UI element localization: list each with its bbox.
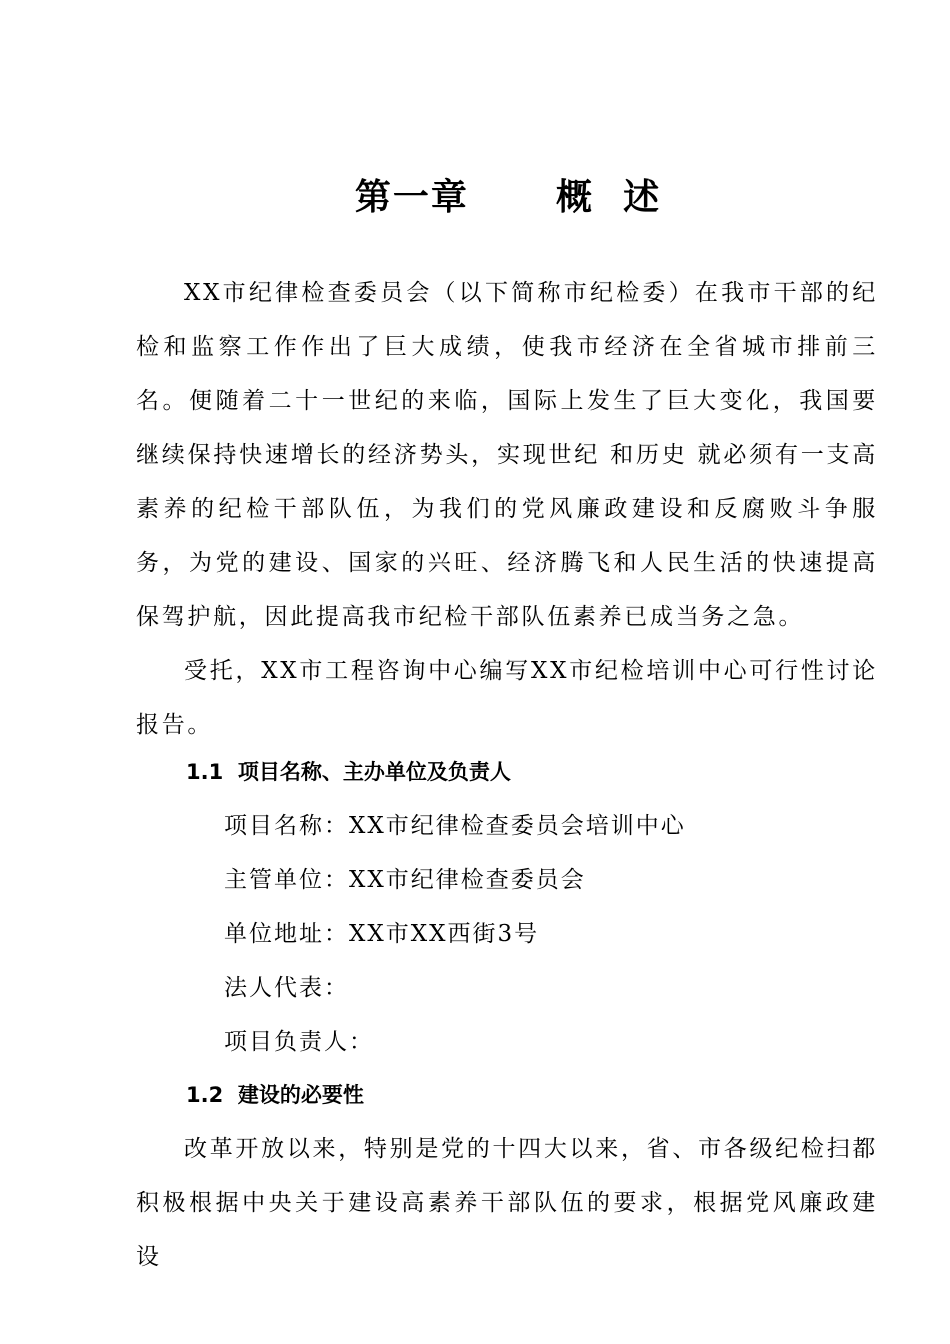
unit-address-field: 单位地址：XX市XX西街3号	[224, 921, 540, 947]
chapter-title: 第一章 概 述	[354, 177, 662, 218]
project-name-field: 项目名称：XX市纪律检查委员会培训中心	[224, 813, 686, 839]
legal-representative-field: 法人代表：	[224, 975, 349, 1001]
section-heading-1-2: 1.2 建设的必要性	[186, 1083, 364, 1107]
section-heading-1-1: 1.1 项目名称、主办单位及负责人	[186, 760, 511, 784]
project-lead-field: 项目负责人：	[224, 1029, 374, 1055]
intro-paragraph: XX市纪律检查委员会（以下简称市纪检委）在我市干部的纪检和监察工作作出了巨大成绩，使我市经济在全省城市排前三名。便随着二十一世纪的来临，国际上发生了巨大变化，我国要继续保持快速增长的经济势头，实现世纪 和历史 就必须有一支高素养的纪检干部队伍，为我们的党风廉政建设和反腐败斗争服务，为党的建设、国家的兴旺、经济腾飞和人民生活的快速提高保驾护航，因此提高我市纪检干部队伍素养已成当务之急。	[136, 280, 878, 630]
commission-paragraph: 受托，XX市工程咨询中心编写XX市纪检培训中心可行性讨论报告。	[136, 658, 878, 738]
managing-unit-field: 主管单位：XX市纪律检查委员会	[224, 867, 586, 893]
necessity-paragraph: 改革开放以来，特别是党的十四大以来，省、市各级纪检扫都积极根据中央关于建设高素养干部队伍的要求，根据党风廉政建设	[136, 1136, 878, 1270]
